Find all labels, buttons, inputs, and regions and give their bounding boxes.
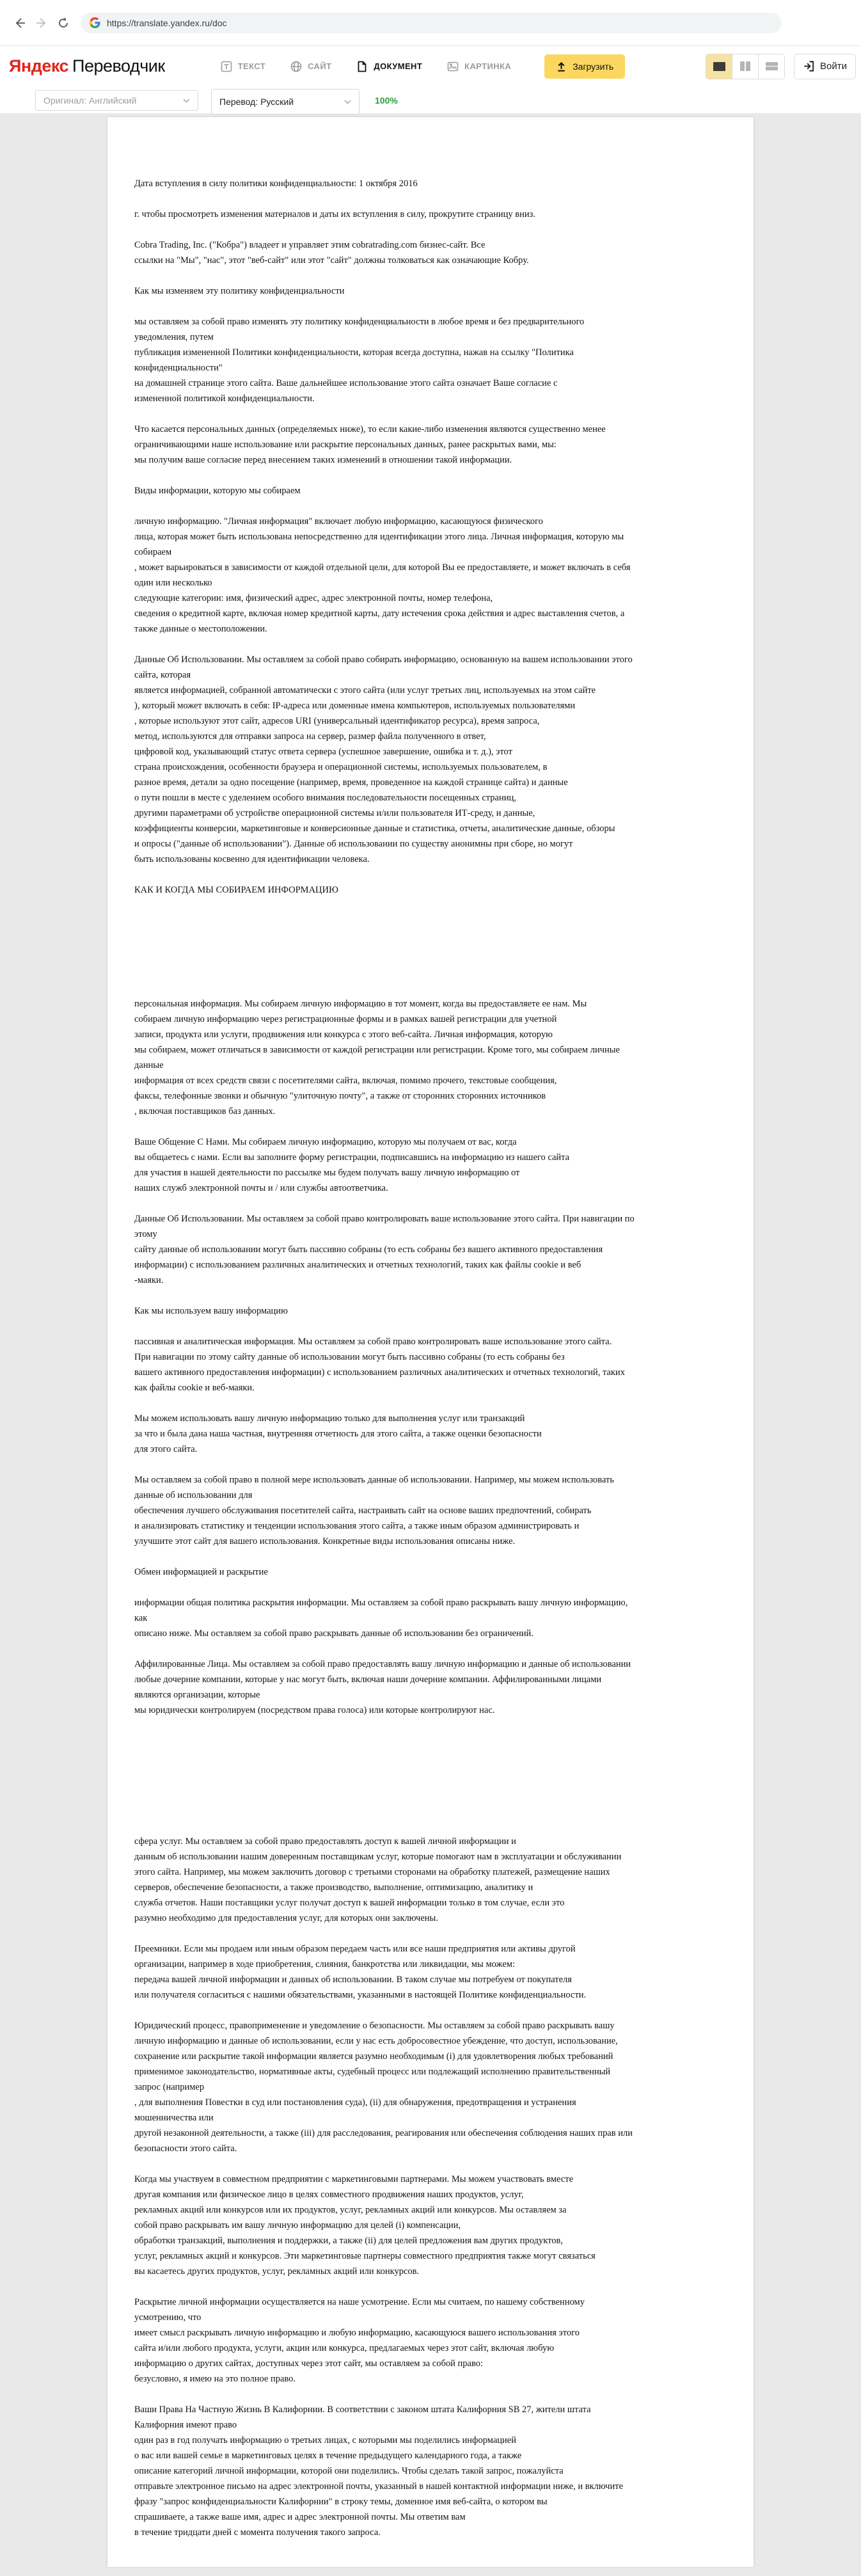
doc-paragraph	[134, 314, 727, 406]
upload-button[interactable]	[544, 54, 625, 79]
text-icon	[220, 60, 233, 73]
doc-line: Аффилированные Лица. Мы оставляем за собой право предоставлять вашу личную информацию и данные об использовании	[134, 1659, 631, 1669]
doc-line: также данные о местоположении.	[134, 624, 267, 634]
doc-line: Как мы изменяем эту политику конфиденциальности	[134, 286, 345, 296]
doc-line: Когда мы участвуем в совместном предприятии с маркетинговыми партнерами. Мы можем участвовать вместе	[134, 2174, 574, 2184]
doc-line: являются организации, которые	[134, 1690, 260, 1700]
tab-document[interactable]	[356, 60, 422, 73]
doc-paragraph	[134, 1472, 727, 1549]
doc-line: информации) с использованием различных аналитических и отчетных технологий, таких как файлы cookie и веб	[134, 1260, 581, 1270]
doc-line: и анализировать статистику и тенденции использования этого сайта, а также иным образом администрировать и	[134, 1521, 580, 1531]
back-arrow-icon	[13, 17, 26, 29]
doc-line: описано ниже. Мы оставляем за собой право раскрывать данные об использовании без ограничений.	[134, 1628, 533, 1639]
view-rows-button[interactable]	[759, 54, 784, 79]
doc-line: личную информацию и данные об использовании, если у нас есть добросовестное убеждение, что доступ, использование,	[134, 2036, 618, 2046]
doc-line: факсы, телефонные звонки и обычную "улиточную почту", а также от сторонних сторонних источников	[134, 1091, 546, 1101]
doc-line: рекламных акций или конкурсов или их продуктов, услуг, рекламных акций или конкурсов. Мы оставляем за	[134, 2205, 567, 2215]
doc-line: другая компания или физическое лицо в целях совместного продвижения наших продуктов, услуг,	[134, 2190, 524, 2200]
tab-image[interactable]	[446, 60, 511, 73]
login-button-label: Войти	[820, 61, 847, 72]
doc-line: ссылки на "Мы", "нас", этот "веб-сайт" или этот "сайт" должны толковаться как означающие Кобру.	[134, 255, 529, 266]
doc-paragraph	[134, 2294, 727, 2387]
doc-paragraph	[134, 207, 727, 222]
doc-paragraph	[134, 176, 727, 191]
doc-line: применимое законодательство, нормативные акты, судебный процесс или подлежащий исполнению правительственный	[134, 2067, 611, 2077]
document-viewport	[0, 113, 861, 2576]
doc-paragraph	[134, 652, 727, 867]
doc-line: г. чтобы просмотреть изменения материалов и даты их вступления в силу, прокрутите страницу вниз.	[134, 209, 535, 219]
doc-paragraph	[134, 1303, 727, 1319]
doc-line: другими параметрами об устройстве операционной системы и/или пользователя ИТ-среду, и данные,	[134, 808, 535, 818]
doc-line: улучшите этот сайт для вашего использования. Конкретные виды использования описаны ниже.	[134, 1536, 516, 1546]
doc-line: сайту данные об использовании могут быть пассивно собраны (то есть собраны без вашего активного предоставления	[134, 1244, 603, 1255]
doc-paragraph	[134, 514, 727, 637]
doc-line: собой право раскрывать им вашу личную информацию для целей (i) компенсации,	[134, 2220, 461, 2230]
doc-line: Раскрытие личной информации осуществляется на наше усмотрение. Если мы считаем, по нашему собственному	[134, 2297, 585, 2307]
reload-icon	[57, 17, 70, 29]
doc-line: мы оставляем за собой право изменять эту политику конфиденциальности в любое время и без предварительного	[134, 317, 585, 327]
rows-view-icon	[766, 61, 778, 72]
doc-paragraph	[134, 2172, 727, 2279]
doc-line: , может варьироваться в зависимости от каждой отдельной цели, для которой Вы ее предоставляете, и может включать в себя	[134, 562, 631, 573]
doc-paragraph	[134, 2402, 727, 2540]
doc-paragraph	[134, 996, 727, 1119]
doc-paragraph	[134, 483, 727, 498]
doc-line: имеет смысл раскрывать личную информацию и любую информацию, касающуюся вашего использования этого	[134, 2328, 580, 2338]
doc-paragraph	[134, 1134, 727, 1196]
chevron-down-icon	[183, 99, 190, 103]
doc-line: вы касаетесь других продуктов, услуг, рекламных акций или конкурсов.	[134, 2266, 420, 2277]
doc-line: за что и была дана наша частная, внутренняя отчетность для этого сайта, а также оценки безопасности	[134, 1429, 542, 1439]
doc-line: организации, например в ходе приобретения, слияния, банкротства или ликвидации, мы можем:	[134, 1959, 516, 1969]
doc-line: вашего активного предоставления информации) с использованием различных аналитических и отчетных технологий, таких	[134, 1367, 625, 1378]
columns-view-icon	[740, 61, 750, 71]
doc-line: передача вашей личной информации и данных об использовании. В таком случае мы потребуем от покупателя	[134, 1975, 572, 1985]
chevron-down-icon	[344, 100, 351, 104]
document-icon	[356, 60, 368, 73]
globe-icon	[290, 60, 303, 73]
doc-paragraph	[134, 237, 727, 268]
doc-line: мы юридически контролируем (посредством права голоса) или которые контролируют нас.	[134, 1705, 495, 1715]
app-header	[0, 46, 861, 86]
doc-line: является информацией, собранной автоматически с этого сайта (или услуг третьих лиц, используемых на этом сайте	[134, 685, 596, 696]
doc-line: услуг, рекламных акций и конкурсов. Эти маркетинговые партнеры совместного предприятия также могут связаться	[134, 2251, 596, 2261]
doc-line: мы получим ваше согласие перед внесением таких изменений в отношении такой информации.	[134, 455, 512, 465]
tab-site[interactable]	[290, 60, 331, 73]
doc-paragraph	[134, 422, 727, 468]
doc-line: собираем личную информацию через регистрационные формы и в рамках вашей регистрации для учетной	[134, 1014, 557, 1024]
doc-line: наших служб электронной почты и / или службы автоответчика.	[134, 1183, 388, 1193]
doc-line: информация от всех средств связи с посетителями сайта, включая, помимо прочего, текстовые сообщения,	[134, 1076, 557, 1086]
doc-line: Обмен информацией и раскрытие	[134, 1567, 268, 1577]
browser-forward-button[interactable]	[31, 12, 52, 34]
doc-line: цифровой код, указывающий статус ответа сервера (успешное завершение, ошибка и т. д.), этот	[134, 747, 512, 757]
image-icon	[446, 60, 459, 73]
document-page	[107, 117, 754, 2567]
doc-line: один раз в год получать информацию о третьих лицах, с которыми мы поделились информацией	[134, 2435, 516, 2445]
doc-paragraph	[134, 1411, 727, 1457]
tab-label: САЙТ	[308, 61, 332, 71]
doc-line: Мы можем использовать вашу личную информацию только для выполнения услуг или транзакций	[134, 1413, 525, 1424]
doc-line: обеспечения лучшего обслуживания посетителей сайта, настраивать сайт на основе ваших предпочтений, собирать	[134, 1506, 592, 1516]
doc-line: КАК И КОГДА МЫ СОБИРАЕМ ИНФОРМАЦИЮ	[134, 885, 338, 895]
language-toolbar	[0, 86, 861, 113]
doc-line: сведения о кредитной карте, включая номер кредитной карты, дату истечения срока действия и адрес выставления счетов, а	[134, 608, 625, 619]
browser-back-button[interactable]	[9, 12, 31, 34]
doc-line: коэффициенты конверсии, маркетинговые и конверсионные данные и статистика, отчеты, аналитические данные, обзоры	[134, 823, 615, 834]
doc-line: как	[134, 1613, 148, 1623]
doc-paragraph	[134, 1941, 727, 2003]
doc-line: один или несколько	[134, 578, 212, 588]
doc-line: отправьте электронное письмо на адрес электронной почты, указанный в нашей контактной информации ниже, и включите	[134, 2481, 624, 2492]
doc-line: фразу "запрос конфиденциальности Калифорнии" в строку темы, доменное имя веб-сайта, о котором вы	[134, 2497, 548, 2507]
doc-line: информацию о других сайтах, доступных через этот сайт, мы оставляем за собой право:	[134, 2358, 483, 2369]
doc-line: запрос (например	[134, 2082, 205, 2092]
address-bar[interactable]	[81, 13, 782, 33]
mode-tabs	[220, 60, 512, 73]
doc-line: усмотрению, что	[134, 2312, 201, 2323]
doc-line: мы собираем, может отличаться в зависимости от каждой регистрации или регистрации. Кроме того, мы собираем личные	[134, 1045, 620, 1055]
doc-line: , для выполнения Повестки в суд или постановления суда), (ii) для обнаружения, предотвращения и устранения	[134, 2097, 576, 2108]
google-favicon	[90, 17, 100, 28]
doc-line: данные	[134, 1060, 164, 1070]
doc-paragraph	[134, 882, 727, 898]
doc-line: конфиденциальности"	[134, 363, 223, 373]
doc-line: любые дочерние компании, которые у нас могут быть, включая наши дочерние компании. Аффилированными лицами	[134, 1674, 602, 1685]
doc-line: обработки транзакций, выполнения и поддержки, а также (ii) для целей предложения вам других продуктов,	[134, 2236, 563, 2246]
doc-line: описание категорий личной информации, которой они поделились. Чтобы сделать такой запрос, пожалуйста	[134, 2466, 564, 2476]
doc-paragraph	[134, 283, 727, 299]
doc-line: Калифорния имеют право	[134, 2420, 237, 2430]
logo-brand: Яндекс	[9, 56, 69, 76]
doc-line: Виды информации, которую мы собираем	[134, 486, 301, 496]
page-break-gap	[134, 913, 727, 996]
doc-line: Дата вступления в силу политики конфиденциальности: 1 октября 2016	[134, 179, 418, 189]
doc-line: быть использованы косвенно для идентификации человека.	[134, 854, 370, 864]
doc-paragraph	[134, 1657, 727, 1718]
doc-line: этому	[134, 1229, 157, 1239]
doc-line: пассивная и аналитическая информация. Мы оставляем за собой право контролировать ваше использование этого сайта.	[134, 1337, 612, 1347]
doc-paragraph	[134, 1595, 727, 1641]
doc-paragraph	[134, 1564, 727, 1580]
doc-line: или получателя согласиться с нашими обязательствами, указанными в настоящей Политике конфиденциальности.	[134, 1990, 587, 2000]
doc-line: на домашней странице этого сайта. Ваше дальнейшее использование этого сайта означает Ваше согласие с	[134, 378, 558, 388]
doc-line: этого сайта. Например, мы можем заключить договор с третьими сторонами на обработку платежей, размещение наших	[134, 1867, 610, 1877]
doc-line: и опросы ("данные об использовании"). Данные об использовании по существу анонимны при сборе, но могут	[134, 839, 573, 849]
doc-line: страна происхождения, особенности браузера и операционной системы, используемых пользователем, в	[134, 762, 548, 772]
doc-line: измененной политикой конфиденциальности.	[134, 394, 315, 404]
view-columns-button[interactable]	[732, 54, 759, 79]
doc-line: вы общаетесь с нами. Если вы заполните форму регистрации, подписавшись на информацию из нашего сайта	[134, 1152, 570, 1163]
translation-progress: 100%	[375, 95, 398, 106]
view-solid-button[interactable]	[706, 54, 732, 79]
target-language-select[interactable]	[211, 89, 359, 115]
doc-line: Преемники. Если мы продаем или иным образом передаем часть или все наши предприятия или активы другой	[134, 1944, 576, 1954]
target-language-value: Перевод: Русский	[219, 97, 294, 107]
tab-label: КАРТИНКА	[464, 61, 512, 71]
browser-reload-button[interactable]	[52, 12, 74, 34]
logo-product: Переводчик	[72, 56, 165, 76]
doc-line: уведомления, путем	[134, 332, 214, 342]
doc-line: собираем	[134, 547, 172, 557]
doc-line: метод, используются для отправки запроса на сервер, размер файла полученного в ответ,	[134, 731, 486, 742]
doc-line: для этого сайта.	[134, 1444, 198, 1454]
doc-line: Мы оставляем за собой право в полной мере использовать данные об использовании. Например, мы можем использовать	[134, 1475, 614, 1485]
doc-line: безопасности этого сайта.	[134, 2143, 237, 2154]
document-body	[134, 176, 727, 2540]
doc-line: о пути пошли в месте с уделением особого внимания последовательности посещенных страниц,	[134, 793, 516, 803]
doc-line: Как мы используем вашу информацию	[134, 1306, 288, 1316]
doc-line: как файлы cookie и веб-маяки.	[134, 1383, 255, 1393]
doc-line: ), который может включать в себя: IP-адреса или доменные имена компьютеров, используемых пользователями	[134, 701, 576, 711]
doc-line: сайта, которая	[134, 670, 191, 680]
doc-line: разное время, детали за одно посещение (например, время, проведенное на каждой странице сайта) и данные	[134, 777, 568, 788]
tab-label: ТЕКСТ	[237, 61, 266, 71]
doc-line: , которые используют этот сайт, адресов URI (универсальный идентификатор ресурса), время запроса,	[134, 716, 540, 726]
doc-line: При навигации по этому сайту данные об использовании могут быть пассивно собраны (то есть собраны без	[134, 1352, 565, 1362]
doc-line: персональная информация. Мы собираем личную информацию в тот момент, когда вы предоставляете ее нам. Мы	[134, 999, 587, 1009]
url-text: https://translate.yandex.ru/doc	[107, 17, 227, 28]
doc-paragraph	[134, 1334, 727, 1395]
doc-paragraph	[134, 1211, 727, 1288]
doc-line: Юридический процесс, правоприменение и уведомление о безопасности. Мы оставляем за собой право раскрывать вашу	[134, 2021, 615, 2031]
doc-line: разумно необходимо для предоставления услуг, для которых они заключены.	[134, 1913, 438, 1923]
doc-line: мошенничества или	[134, 2113, 214, 2123]
upload-button-label: Загрузить	[573, 61, 614, 72]
doc-line: о вас или вашей семье в маркетинговых целях в течение предыдущего календарного года, а также	[134, 2451, 522, 2461]
doc-paragraph	[134, 2018, 727, 2156]
doc-line: , включая поставщиков баз данных.	[134, 1106, 276, 1117]
doc-line: личную информацию. "Личная информация" включает любую информацию, касающуюся физического	[134, 516, 543, 527]
doc-line: публикация измененной Политики конфиденциальности, которая всегда доступна, нажав на ссылку "Политика	[134, 347, 574, 358]
doc-line: следующие категории: имя, физический адрес, адрес электронной почты, номер телефона,	[134, 593, 493, 603]
doc-line: записи, продукта или услуги, продвижения или конкурса с этого веб-сайта. Личная информация, которую	[134, 1030, 553, 1040]
doc-paragraph	[134, 1834, 727, 1926]
doc-line: другой незаконной деятельности, а также (iii) для расследования, реагирования или обеспечения соблюдения наших прав или	[134, 2128, 633, 2138]
doc-line: для участия в нашей деятельности по рассылке мы будем получать вашу личную информацию от	[134, 1168, 520, 1178]
doc-line: Что касается персональных данных (определяемых ниже), то если какие-либо изменения являются существенно менее	[134, 424, 606, 434]
doc-line: Данные Об Использовании. Мы оставляем за собой право контролировать ваше использование этого сайта. При навигации по	[134, 1214, 635, 1224]
doc-line: сайта и/или любого продукта, услуги, акции или конкурса, предлагаемых через этот сайт, включая любую	[134, 2343, 555, 2353]
login-button[interactable]	[794, 54, 856, 79]
solid-view-icon	[713, 62, 725, 71]
doc-line: серверов, обеспечение безопасности, а также производство, выполнение, оптимизацию, аналитику и	[134, 1882, 533, 1893]
doc-line: Данные Об Использовании. Мы оставляем за собой право собирать информацию, основанную на вашем использовании этого	[134, 655, 633, 665]
doc-line: данные об использовании для	[134, 1490, 253, 1500]
doc-line: сохранение или раскрытие такой информации является разумно необходимым (i) для удовлетворения любых требований	[134, 2051, 613, 2062]
doc-line: спрашиваете, а также ваше имя, адрес и адрес электронной почты. Мы ответим вам	[134, 2512, 466, 2522]
login-icon	[803, 60, 815, 72]
doc-line: безусловно, я имею на это полное право.	[134, 2374, 296, 2384]
doc-line: данным об использовании нашим доверенным поставщикам услуг, которые помогают нам в эксплуатации и обслуживании	[134, 1852, 622, 1862]
doc-line: Cobra Trading, Inc. ("Кобра") владеет и управляет этим cobratrading.com бизнес-сайт. Все	[134, 240, 486, 250]
doc-line: Ваше Общение С Нами. Мы собираем личную информацию, которую мы получаем от вас, когда	[134, 1137, 517, 1147]
doc-line: в течение тридцати дней с момента получения такого запроса.	[134, 2527, 381, 2538]
doc-line: лица, которая может быть использована непосредственно для идентификации этого лица. Личная информация, которую мы	[134, 532, 624, 542]
forward-arrow-icon	[35, 17, 48, 29]
tab-label: ДОКУМЕНТ	[374, 61, 423, 71]
doc-line: сфера услуг. Мы оставляем за собой право предоставлять доступ к вашей личной информации и	[134, 1836, 516, 1847]
upload-icon	[556, 61, 567, 72]
doc-line: служба отчетов. Наши поставщики услуг получат доступ к вашей информации только в том случае, если это	[134, 1898, 565, 1908]
source-language-value: Оригинал: Английский	[43, 95, 137, 106]
doc-line: Ваши Права На Частную Жизнь В Калифорнии. В соответствии с законом штата Калифорния SB 27, жители штата	[134, 2405, 591, 2415]
doc-line: ограничивающими наше использование или раскрытие персональных данных, ранее раскрытых вами, мы:	[134, 440, 557, 450]
doc-line: -маяки.	[134, 1275, 164, 1285]
tab-text[interactable]	[220, 60, 265, 73]
view-mode-toggle	[706, 54, 785, 79]
doc-line: информации общая политика раскрытия информации. Мы оставляем за собой право раскрывать вашу личную информацию,	[134, 1598, 628, 1608]
source-language-select[interactable]	[35, 90, 198, 111]
page-break-gap	[134, 1733, 727, 1834]
browser-chrome	[0, 0, 861, 46]
yandex-translate-logo[interactable]	[9, 56, 165, 76]
